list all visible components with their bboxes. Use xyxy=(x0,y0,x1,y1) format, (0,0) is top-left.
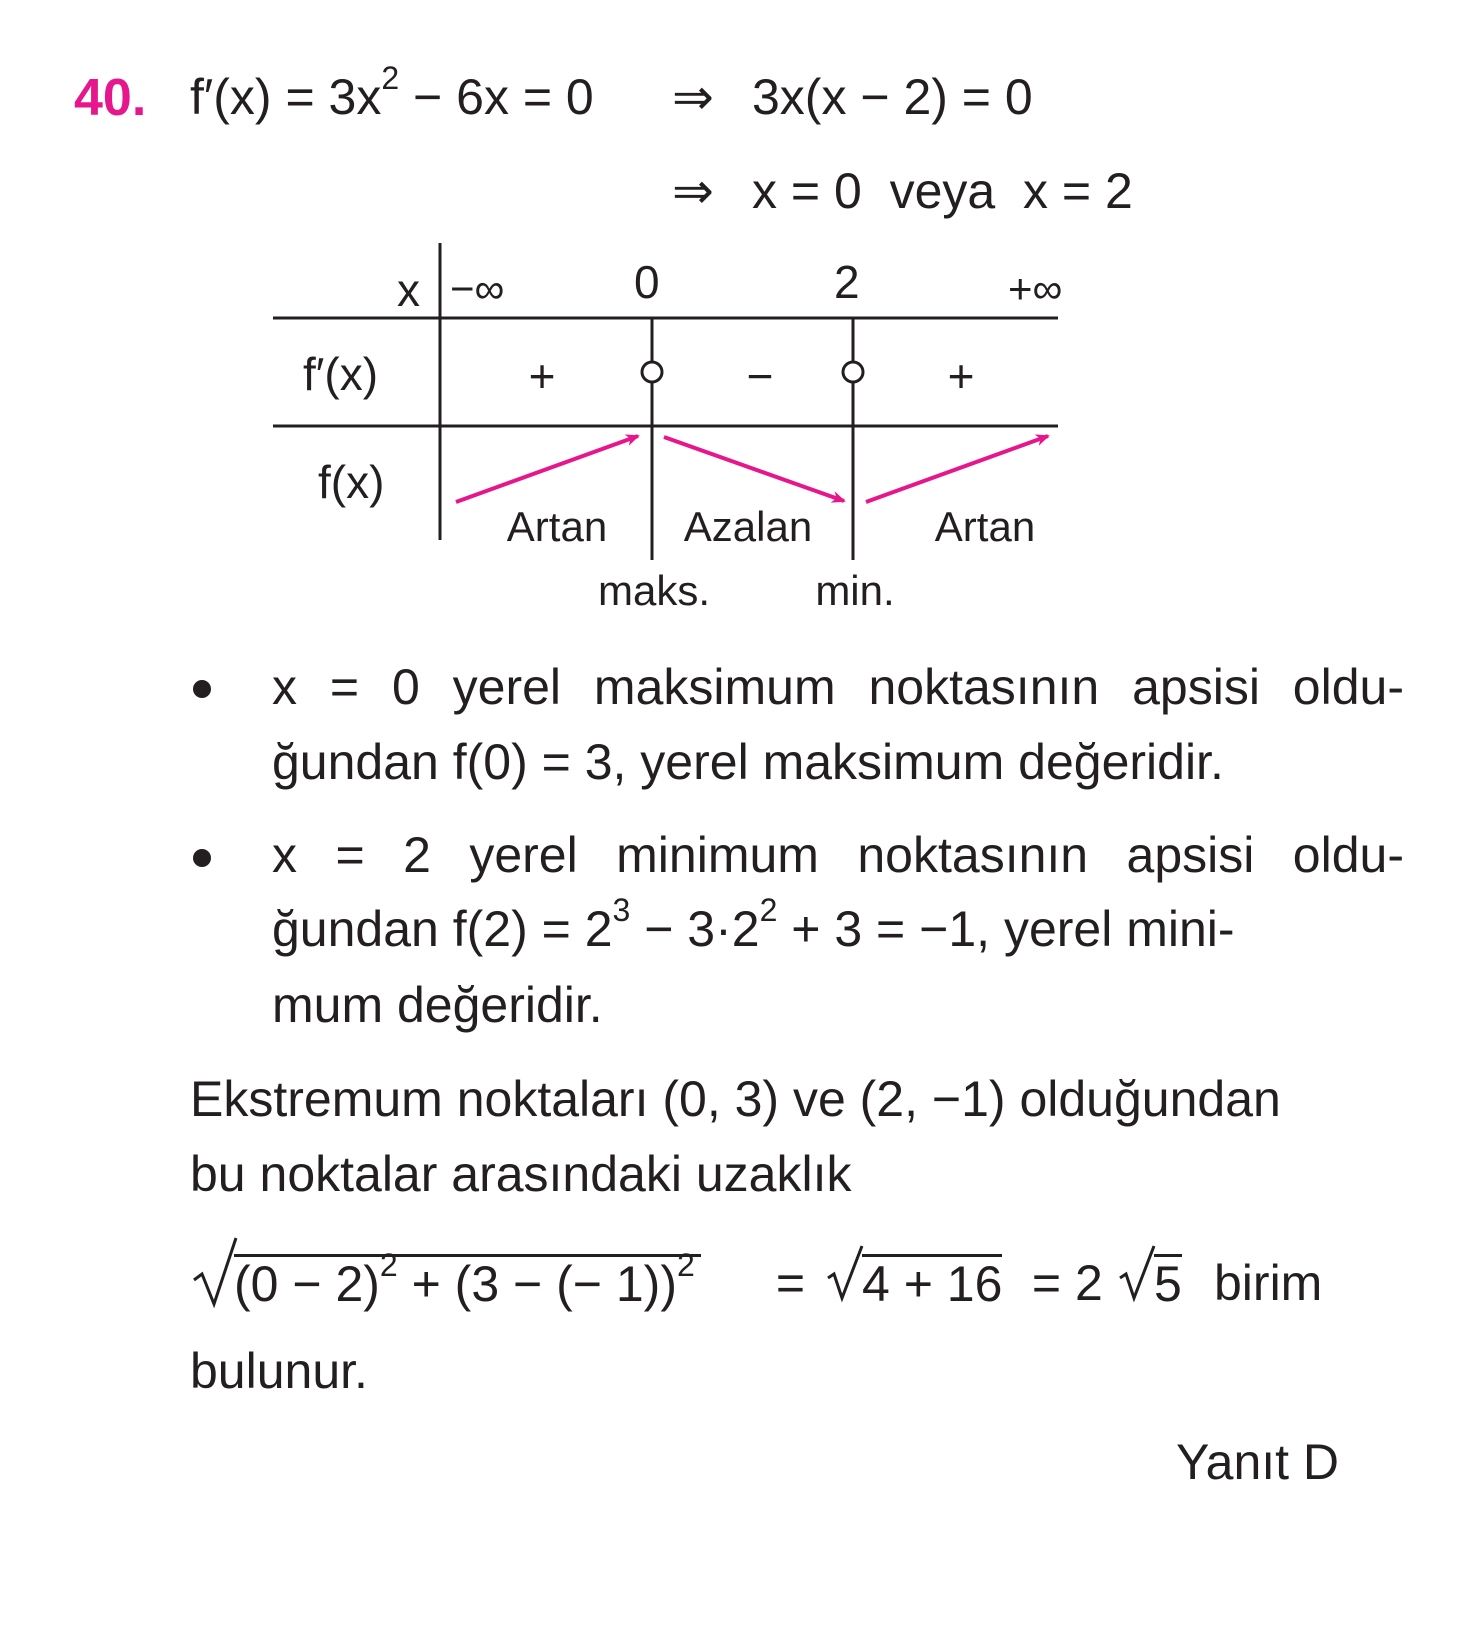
extremum-label: min. xyxy=(815,567,895,614)
bullet1-line2: ğundan f(0) = 3, yerel maksimum değeridir. xyxy=(272,734,1224,790)
answer-label: Yanıt D xyxy=(1176,1434,1340,1490)
bullet-dot xyxy=(193,680,211,698)
bullet2-line2 xyxy=(272,892,1235,957)
sign-cell: + xyxy=(528,350,556,402)
bullet2-text: + 3 = −1, yerel mini- xyxy=(777,901,1235,957)
implies-arrow-2: ⇒ xyxy=(672,163,714,219)
exponent: 2 xyxy=(379,1247,398,1283)
conclusion-line1: Ekstremum noktaları (0, 3) ve (2, −1) olduğundan xyxy=(190,1071,1281,1127)
decreasing-arrow xyxy=(664,437,844,501)
radical-sign xyxy=(1118,1244,1158,1304)
bullet2-text: − 3·2 xyxy=(630,901,760,957)
factored-equation: 3x(x − 2) = 0 xyxy=(752,69,1033,125)
zero-marker xyxy=(843,362,863,382)
radicand-overline: 4 + 16 xyxy=(862,1256,1003,1312)
exponent: 2 xyxy=(759,892,778,928)
equals-two: = 2 xyxy=(1018,1255,1103,1311)
radicand-five xyxy=(1154,1254,1182,1312)
question-number: 40. xyxy=(74,69,147,127)
exponent: 2 xyxy=(676,1247,695,1283)
zero-marker xyxy=(642,362,662,382)
extremum-label: maks. xyxy=(597,567,711,614)
row-label-f: f(x) xyxy=(318,456,385,508)
derivative-lhs: f′(x) = 3x xyxy=(190,69,382,125)
row-label-fprime: f′(x) xyxy=(303,348,379,400)
x-value: 0 xyxy=(634,256,660,308)
bullet2-line1: x = 2 yerel minimum noktasının apsisi oldu- xyxy=(272,827,1404,883)
conclusion-line2: bu noktalar arasındaki uzaklık xyxy=(190,1146,852,1202)
formula-part: (0 − 2) xyxy=(234,1256,380,1312)
increasing-arrow xyxy=(456,436,638,502)
radicand-sum xyxy=(862,1254,1003,1312)
bullet2-text: ğundan f(2) = 2 xyxy=(272,901,613,957)
exponent: 2 xyxy=(381,60,400,96)
behaviour-label: Azalan xyxy=(683,503,813,550)
radicand-overline xyxy=(234,1247,701,1312)
bullet2-line3: mum değeridir. xyxy=(272,977,603,1033)
radical-sign xyxy=(826,1244,866,1304)
implies-arrow-1: ⇒ xyxy=(672,69,714,125)
behaviour-label: Artan xyxy=(934,503,1036,550)
x-value: +∞ xyxy=(1008,265,1063,312)
radicand-overline: 5 xyxy=(1154,1256,1182,1312)
roots-text: x = 0 veya x = 2 xyxy=(752,163,1133,219)
unit-label: birim xyxy=(1214,1255,1323,1311)
derivative-rest: − 6x = 0 xyxy=(399,69,594,125)
equals-sign: = xyxy=(762,1255,819,1311)
x-value: −∞ xyxy=(450,265,505,312)
distance-radicand xyxy=(234,1247,701,1312)
x-value: 2 xyxy=(834,256,860,308)
behaviour-label: Artan xyxy=(506,503,608,550)
sign-table xyxy=(0,0,1484,640)
result-word: bulunur. xyxy=(190,1343,368,1399)
exponent: 3 xyxy=(612,892,631,928)
bullet1-line1: x = 0 yerel maksimum noktasının apsisi oldu- xyxy=(272,659,1404,715)
formula-part: + (3 − (− 1)) xyxy=(397,1256,677,1312)
bullet-dot xyxy=(193,849,211,867)
row-label-x: x xyxy=(397,264,420,316)
sign-cell: + xyxy=(947,350,975,402)
sign-cell: − xyxy=(746,350,774,402)
increasing-arrow xyxy=(866,436,1048,502)
